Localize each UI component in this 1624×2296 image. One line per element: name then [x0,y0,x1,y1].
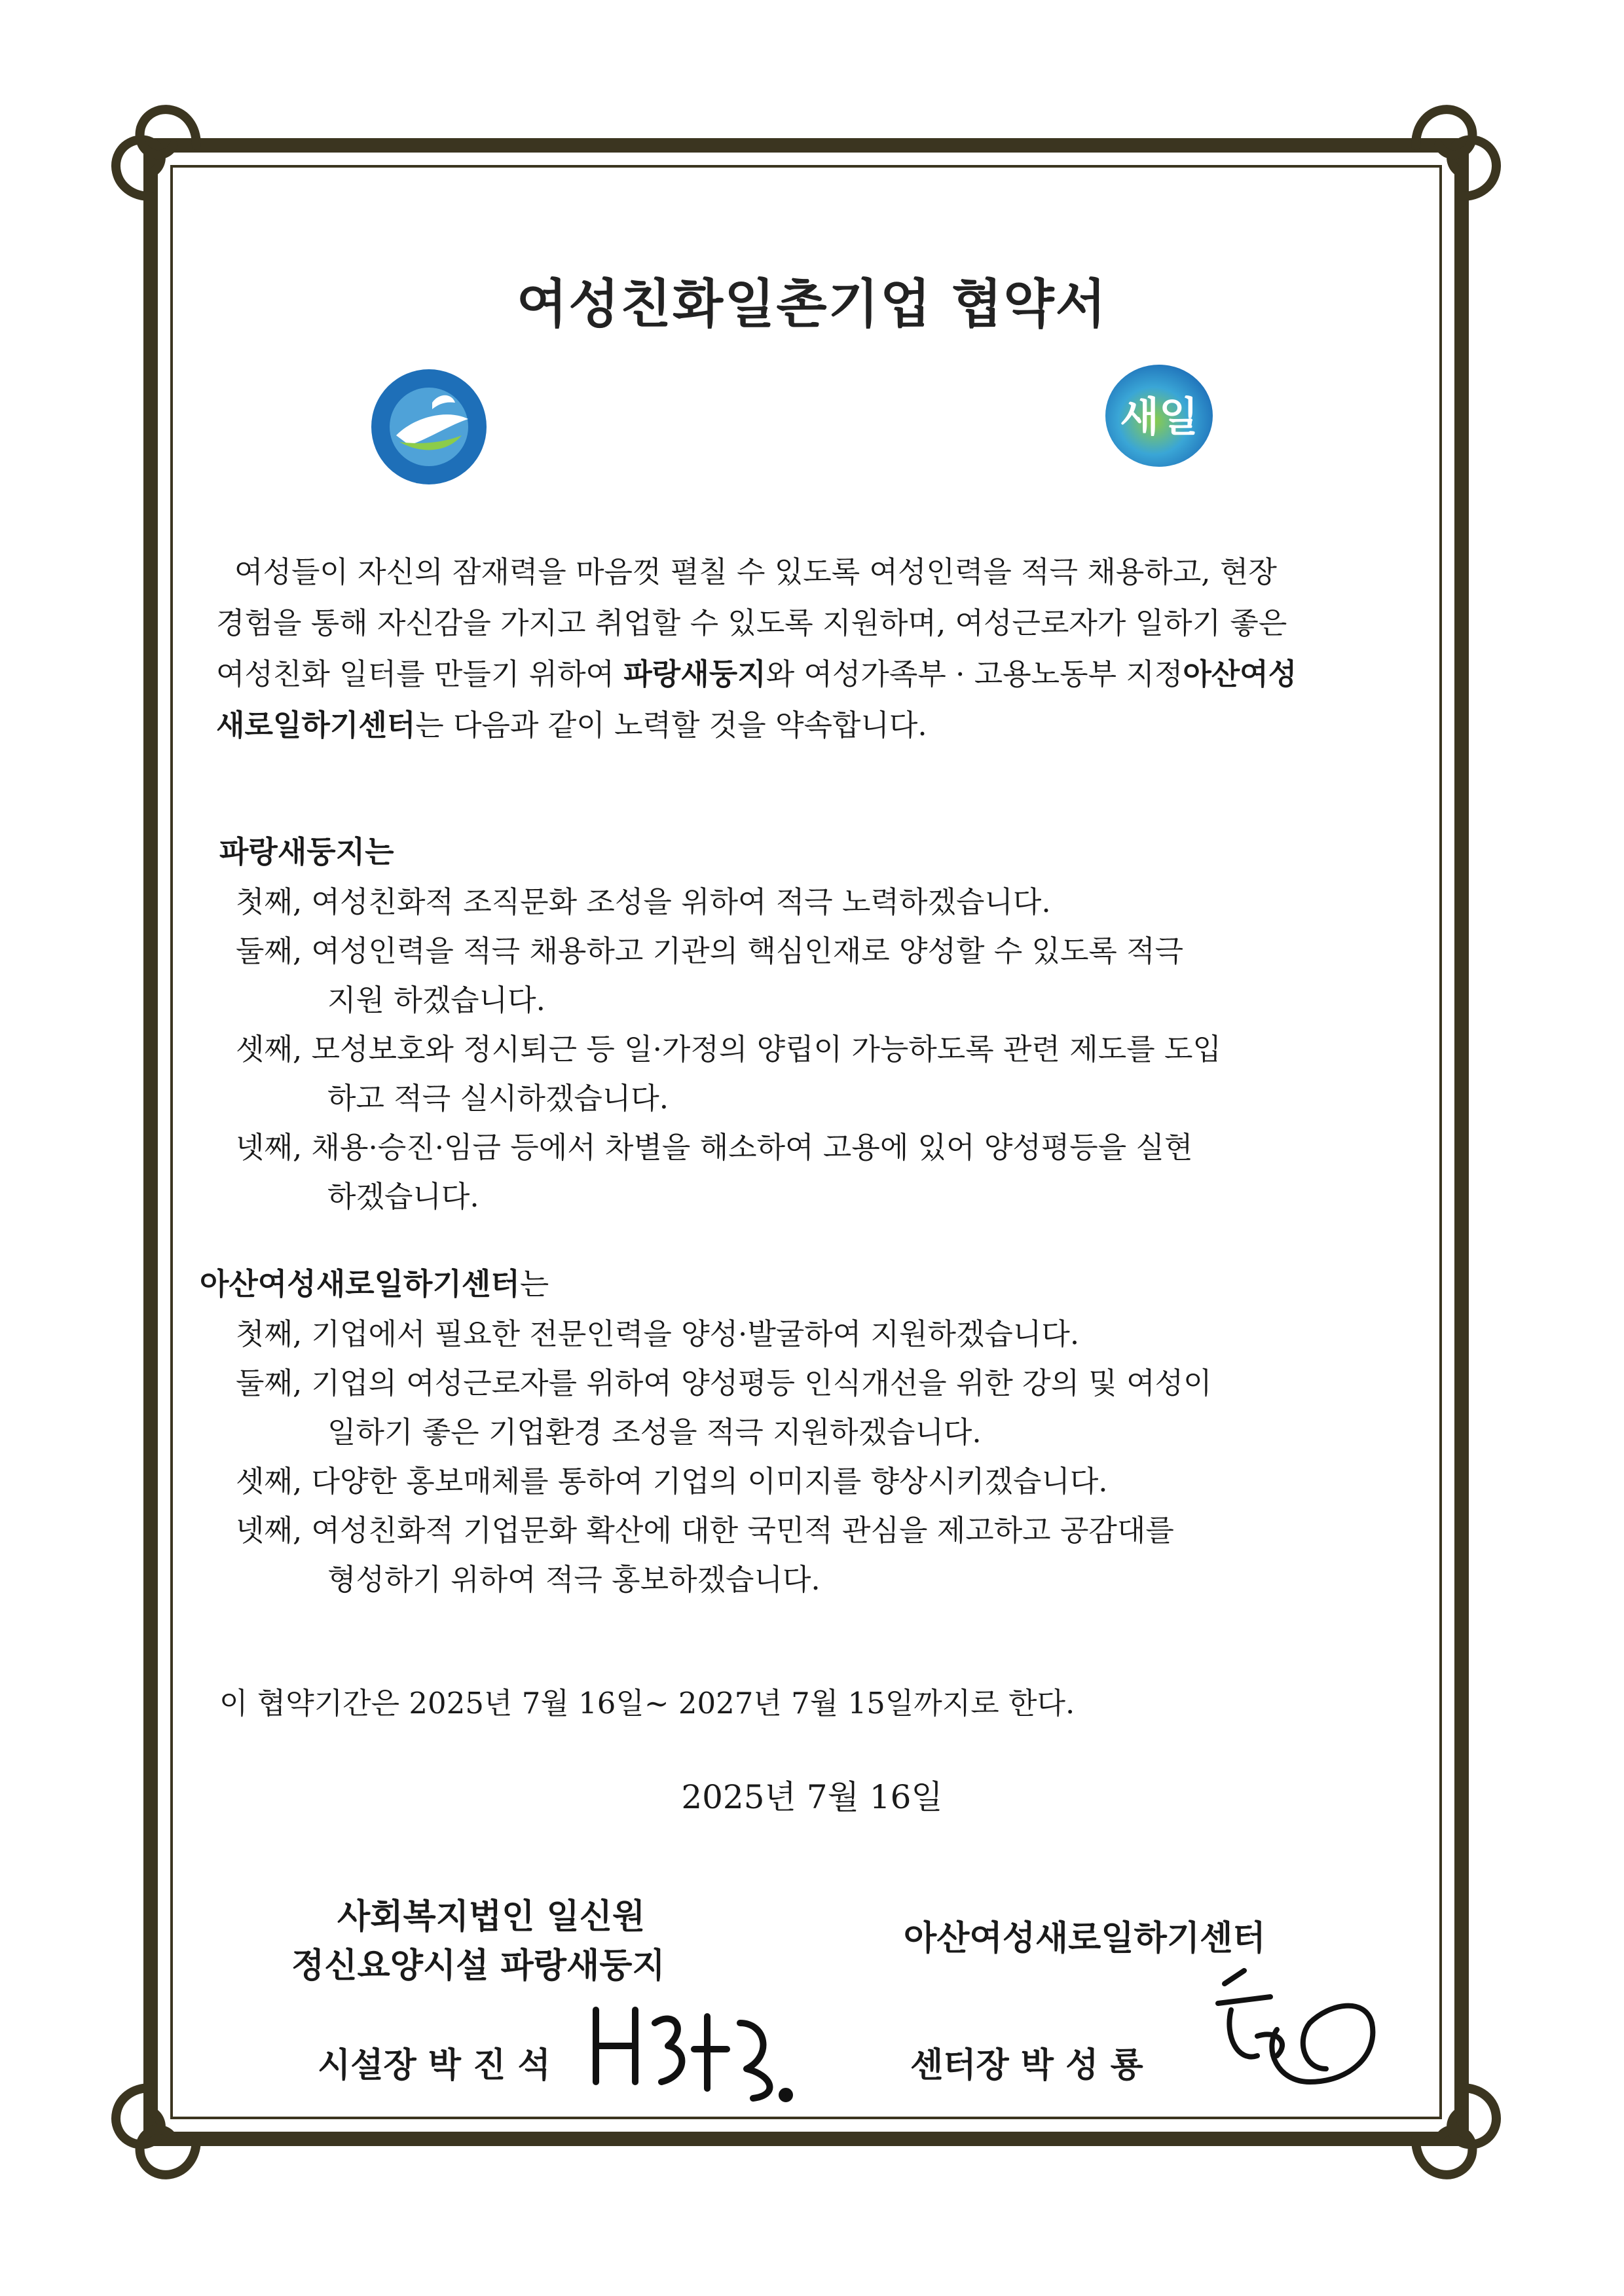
left-signer-name: 시설장 박 진 석 [318,2046,551,2085]
section2-title: 아산여성새로일하기센터는 [200,1266,549,1302]
section1-item-3-cont: 하고 적극 실시하겠습니다. [327,1081,669,1116]
intro-line-1: 여성들이 자신의 잠재력을 마음껏 펼칠 수 있도록 여성인력을 적극 채용하고, 현장 [234,555,1277,589]
intro-line-4: 새로일하기센터는 다음과 같이 노력할 것을 약속합니다. [216,708,927,742]
section2-item-4: 넷째, 여성친화적 기업문화 확산에 대한 국민적 관심을 제고하고 공감대를 [236,1513,1174,1548]
intro-line-2: 경험을 통해 자신감을 가지고 취업할 수 있도록 지원하며, 여성근로자가 일하기 좋은 [216,606,1287,640]
section1-title: 파랑새둥지는 [219,834,394,869]
section1-item-3: 셋째, 모성보호와 정시퇴근 등 일·가정의 양립이 가능하도록 관련 제도를 도입 [236,1032,1221,1066]
section2-item-3: 셋째, 다양한 홍보매체를 통하여 기업의 이미지를 향상시키겠습니다. [236,1464,1108,1499]
section1-item-4: 넷째, 채용·승진·임금 등에서 차별을 해소하여 고용에 있어 양성평등을 실현 [236,1130,1193,1165]
left-signature-icon [576,1984,812,2115]
right-org: 아산여성새로일하기센터 [904,1919,1266,1958]
right-signer-name: 센터장 박 성 룡 [910,2046,1143,2085]
section2-item-4-cont: 형성하기 위하여 적극 홍보하겠습니다. [327,1562,821,1597]
saeil-logo-icon [1100,360,1218,471]
left-org-line-2: 정신요양시설 파랑새둥지 [291,1946,665,1986]
intro-line-3: 여성친화 일터를 만들기 위하여 파랑새둥지와 여성가족부 · 고용노동부 지정아산여성 [216,657,1297,691]
section1-items [236,877,1434,1221]
section2-item-2: 둘째, 기업의 여성근로자를 위하여 양성평등 인식개선을 위한 강의 및 여성이 [236,1366,1212,1400]
left-org-line-1: 사회복지법인 일신원 [337,1897,646,1937]
section2-items [236,1309,1434,1604]
document-title: 여성친화일촌기업 협약서 [517,274,1107,335]
agreement-date: 2025년 7월 16일 [681,1778,943,1816]
section1-item-2: 둘째, 여성인력을 적극 채용하고 기관의 핵심인재로 양성할 수 있도록 적극 [236,934,1184,968]
intro-paragraph [216,547,1421,751]
section1-item-4-cont: 하겠습니다. [327,1179,479,1214]
section2-item-1: 첫째, 기업에서 필요한 전문인력을 양성·발굴하여 지원하겠습니다. [236,1317,1080,1351]
svg-text:새일: 새일 [1120,393,1198,441]
section2-item-2-cont: 일하기 좋은 기업환경 조성을 적극 지원하겠습니다. [327,1415,982,1449]
right-signature-icon [1198,1958,1388,2108]
section1-item-1: 첫째, 여성친화적 조직문화 조성을 위하여 적극 노력하겠습니다. [236,884,1051,919]
bird-nest-emblem-icon [370,363,488,491]
section1-item-2-cont: 지원 하겠습니다. [327,983,545,1017]
agreement-period: 이 협약기간은 2025년 7월 16일~ 2027년 7월 15일까지로 한다. [219,1686,1075,1721]
